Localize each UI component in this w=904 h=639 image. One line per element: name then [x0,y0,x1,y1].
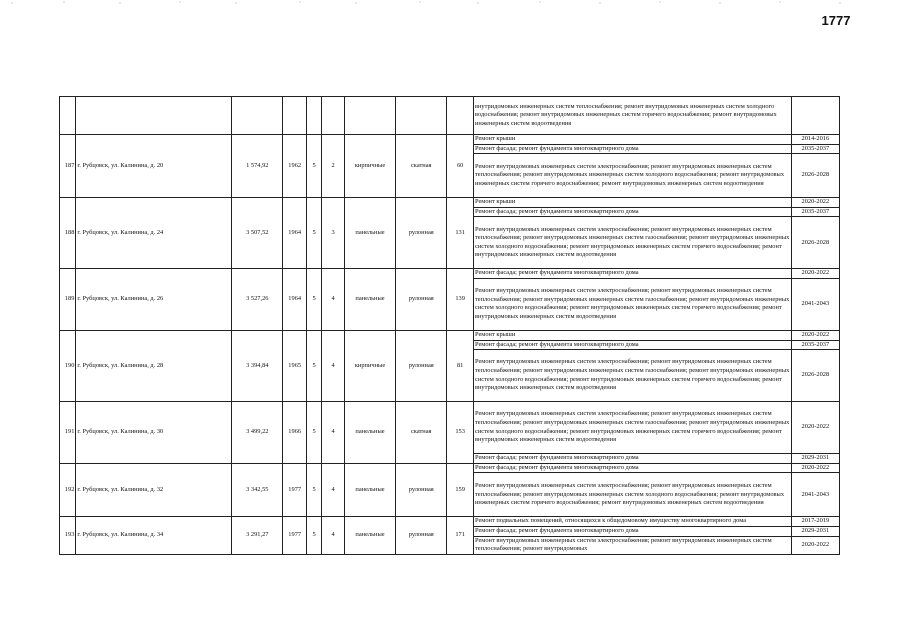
residents-count: 171 [447,517,474,554]
entrances-count: 3 [322,198,345,269]
wall-material: панельные [344,198,395,269]
work-description: Ремонт внутридомовых инженерных систем электроснабжения; ремонт внутридомовых инженерных систем теплоснабжения; ремонт внутридомовых [473,536,791,554]
table-row [60,463,840,473]
building-area: 1 574,92 [232,135,283,198]
work-description: Ремонт крыши [473,330,791,340]
work-description: Ремонт крыши [473,135,791,145]
empty-cell [344,97,395,135]
wall-material: панельные [344,517,395,554]
work-description: Ремонт фасада; ремонт фундамента многоквартирного дома [473,463,791,473]
table-row [60,517,840,527]
building-address: г. Рубцовск, ул. Калинина, д. 32 [76,463,232,517]
work-period: 2020-2022 [791,330,839,340]
residents-count: 153 [447,402,474,464]
empty-cell [322,97,345,135]
row-number: 190 [60,330,76,401]
work-description: Ремонт внутридомовых инженерных систем электроснабжения; ремонт внутридомовых инженерных систем теплоснабжения; ремонт внутридомовых инженерных систем газоснабжения; ремонт внутридомовых инженерных систем холодного водоснабжения; ремонт внутридомовых инженерных систем горячего водоснабжения; ремонт внутридомовых инженерных систем водоотведения [473,350,791,402]
work-period: 2035-2037 [791,144,839,154]
work-period: 2020-2022 [791,269,839,279]
build-year: 1965 [283,330,307,401]
wall-material: панельные [344,269,395,331]
entrances-count: 4 [322,330,345,401]
empty-cell [306,97,321,135]
work-description: Ремонт внутридомовых инженерных систем электроснабжения; ремонт внутридомовых инженерных систем теплоснабжения; ремонт внутридомовых инженерных систем газоснабжения; ремонт внутридомовых инженерных систем холодного водоснабжения; ремонт внутридомовых инженерных систем горячего водоснабжения; ремонт внутридомовых инженерных систем водоотведения [473,217,791,269]
wall-material: панельные [344,463,395,517]
work-description: Ремонт подвальных помещений, относящихся к общедомовому имуществу многоквартирного дома [473,517,791,527]
work-description: Ремонт фасада; ремонт фундамента многоквартирного дома [473,207,791,217]
table-row [60,97,840,135]
empty-cell [60,97,76,135]
work-period: 2026-2028 [791,154,839,198]
roof-type: рулонная [396,330,447,401]
build-year: 1977 [283,463,307,517]
entrances-count: 2 [322,135,345,198]
building-area: 3 291,27 [232,517,283,554]
row-number: 193 [60,517,76,554]
wall-material: кирпичные [344,135,395,198]
build-year: 1962 [283,135,307,198]
floors-count: 5 [306,198,321,269]
work-description: Ремонт внутридомовых инженерных систем электроснабжения; ремонт внутридомовых инженерных систем теплоснабжения; ремонт внутридомовых инженерных систем холодного водоснабжения; ремонт внутридомовых инженерных систем горячего водоснабжения; ремонт внутридомовых инженерных систем водоотведения [473,154,791,198]
building-area: 3 527,26 [232,269,283,331]
wall-material: панельные [344,402,395,464]
roof-type: рулонная [396,269,447,331]
scan-artifact-dots [0,0,904,6]
floors-count: 5 [306,135,321,198]
row-number: 187 [60,135,76,198]
building-area: 3 507,52 [232,198,283,269]
work-period: 2029-2031 [791,454,839,464]
building-address: г. Рубцовск, ул. Калинина, д. 34 [76,517,232,554]
building-area: 3 499,22 [232,402,283,464]
work-period: 2035-2037 [791,340,839,350]
table-row [60,198,840,208]
building-address: г. Рубцовск, ул. Калинина, д. 20 [76,135,232,198]
work-period: 2035-2037 [791,207,839,217]
table-body [60,97,840,555]
residents-count: 60 [447,135,474,198]
entrances-count: 4 [322,402,345,464]
row-number: 192 [60,463,76,517]
entrances-count: 4 [322,517,345,554]
empty-cell [232,97,283,135]
build-year: 1977 [283,517,307,554]
residents-count: 131 [447,198,474,269]
table-row [60,330,840,340]
work-period: 2041-2043 [791,473,839,517]
residents-count: 159 [447,463,474,517]
building-address: г. Рубцовск, ул. Калинина, д. 24 [76,198,232,269]
work-period: 2041-2043 [791,278,839,330]
work-period: 2014-2016 [791,135,839,145]
work-period [791,97,839,135]
floors-count: 5 [306,463,321,517]
residents-count: 81 [447,330,474,401]
table-row [60,269,840,279]
work-description: Ремонт крыши [473,198,791,208]
empty-cell [283,97,307,135]
empty-cell [447,97,474,135]
roof-type: рулонная [396,517,447,554]
building-area: 3 342,55 [232,463,283,517]
work-description: Ремонт внутридомовых инженерных систем электроснабжения; ремонт внутридомовых инженерных систем теплоснабжения; ремонт внутридомовых инженерных систем газоснабжения; ремонт внутридомовых инженерных систем холодного водоснабжения; ремонт внутридомовых инженерных систем горячего водоснабжения; ремонт внутридомовых инженерных систем водоотведения [473,402,791,454]
work-period: 2026-2028 [791,350,839,402]
work-description: Ремонт фасада; ремонт фундамента многоквартирного дома [473,144,791,154]
work-description: Ремонт фасада; ремонт фундамента многоквартирного дома [473,269,791,279]
floors-count: 5 [306,517,321,554]
work-description: Ремонт фасада; ремонт фундамента многоквартирного дома [473,526,791,536]
empty-cell [76,97,232,135]
work-period: 2029-2031 [791,526,839,536]
work-period: 2017-2019 [791,517,839,527]
work-period: 2020-2022 [791,402,839,454]
building-address: г. Рубцовск, ул. Калинина, д. 26 [76,269,232,331]
work-period: 2026-2028 [791,217,839,269]
building-area: 3 394,84 [232,330,283,401]
roof-type: рулонная [396,198,447,269]
empty-cell [396,97,447,135]
roof-type: рулонная [396,463,447,517]
build-year: 1964 [283,269,307,331]
row-number: 191 [60,402,76,464]
work-description: Ремонт внутридомовых инженерных систем электроснабжения; ремонт внутридомовых инженерных систем теплоснабжения; ремонт внутридомовых инженерных систем холодного водоснабжения; ремонт внутридомовых инженерных систем горячего водоснабжения; ремонт внутридомовых инженерных систем водоотведения [473,473,791,517]
floors-count: 5 [306,330,321,401]
build-year: 1964 [283,198,307,269]
building-address: г. Рубцовск, ул. Калинина, д. 30 [76,402,232,464]
page-number: 1777 [821,13,851,28]
work-period: 2020-2022 [791,536,839,554]
work-description: Ремонт фасада; ремонт фундамента многоквартирного дома [473,454,791,464]
work-description: Ремонт внутридомовых инженерных систем электроснабжения; ремонт внутридомовых инженерных систем теплоснабжения; ремонт внутридомовых инженерных систем газоснабжения; ремонт внутридомовых инженерных систем холодного водоснабжения; ремонт внутридомовых инженерных систем горячего водоснабжения; ремонт внутридомовых инженерных систем водоотведения [473,278,791,330]
roof-type: скатная [396,135,447,198]
work-description: Ремонт фасада; ремонт фундамента многоквартирного дома [473,340,791,350]
building-address: г. Рубцовск, ул. Калинина, д. 28 [76,330,232,401]
table-row [60,135,840,145]
row-number: 188 [60,198,76,269]
floors-count: 5 [306,402,321,464]
row-number: 189 [60,269,76,331]
build-year: 1966 [283,402,307,464]
entrances-count: 4 [322,463,345,517]
capital-repair-table [59,96,840,555]
table-row [60,402,840,454]
wall-material: кирпичные [344,330,395,401]
residents-count: 139 [447,269,474,331]
roof-type: скатная [396,402,447,464]
floors-count: 5 [306,269,321,331]
work-period: 2020-2022 [791,198,839,208]
entrances-count: 4 [322,269,345,331]
work-description: внутридомовых инженерных систем теплоснабжения; ремонт внутридомовых инженерных систем холодного водоснабжения; ремонт внутридомовых инженерных систем горячего водоснабжения; ремонт внутридомовых инженерных систем водоотведения [473,97,791,135]
work-period: 2020-2022 [791,463,839,473]
